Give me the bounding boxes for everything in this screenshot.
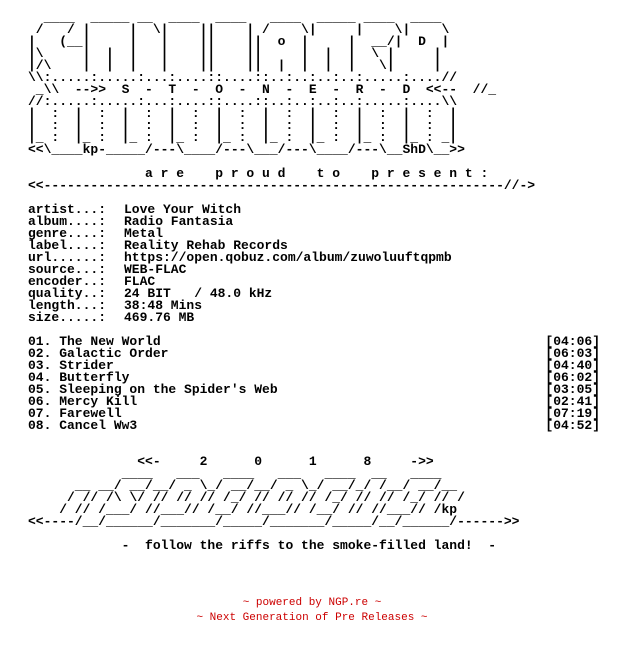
track-title: 03. Strider: [28, 358, 114, 373]
info-row-genre: genre....: Metal: [28, 226, 164, 241]
track-duration: [04:52]: [545, 418, 600, 433]
url-value: https://open.qobuz.com/album/zuwoluuftqpmb: [124, 250, 452, 265]
release-info: [28, 204, 600, 324]
tagline: - follow the riffs to the smoke-filled land! -: [28, 538, 497, 553]
info-row-quality: quality..: 24 BIT / 48.0 kHz: [28, 286, 273, 301]
year-line: <<- 2 0 1 8 ->>: [28, 454, 434, 469]
track-title: 08. Cancel Ww3: [28, 418, 138, 433]
info-row-source: source...: WEB-FLAC: [28, 262, 187, 277]
album-value: Radio Fantasia: [124, 214, 234, 229]
track-duration: [06:02]: [545, 370, 600, 385]
info-row-encoder: encoder..: FLAC: [28, 274, 156, 289]
track-duration: [02:41]: [545, 394, 600, 409]
track-duration: [06:03]: [545, 346, 600, 361]
info-row-url: url......: https://open.qobuz.com/album/zuwoluuftqpmb: [28, 250, 452, 265]
ngp-slogan-line: ~ Next Generation of Pre Releases ~: [196, 612, 428, 624]
present-line: a r e p r o u d t o p r e s e n t :: [28, 166, 489, 181]
track-title: 01. The New World: [28, 334, 161, 349]
info-row-label: label....: Reality Rehab Records: [28, 238, 288, 253]
tracklist: [28, 336, 600, 432]
track-duration: [07:19]: [545, 406, 600, 421]
track-title: 02. Galactic Order: [28, 346, 169, 361]
quality-value: 24 BIT / 48.0 kHz: [124, 286, 273, 301]
track-title: 05. Sleeping on the Spider's Web: [28, 382, 278, 397]
info-row-length: length...: 38:48 Mins: [28, 298, 203, 313]
present-rule: <<-----------------------------------------------------------//->: [28, 178, 536, 193]
powered-by-line: ~ powered by NGP.re ~: [242, 597, 382, 609]
source-value: WEB-FLAC: [124, 262, 187, 277]
genre-value: Metal: [124, 226, 164, 241]
info-row-album: album....: Radio Fantasia: [28, 214, 234, 229]
footer-ascii-logo: ____ ___ ____ ___ ____ __ ____ __ __/ __/__/ _ \_/ __/__/ _ \_/ __/_/ /__/ __/__ / // /\ \/ // // // /_/ // // // /_/ // // /_/ // / / // /___/ //___// /__/ //___// /__/ // //___// /kp <<----/__/______/_______/_____/_______/_____/__/______/------>>: [28, 466, 520, 529]
header-ascii-logo: ____ _____ __ ____ ____ ____ _____ ____ ____ / / | | \| || | / \| | \| \ | (__| | | || || o | | __/| D | |\ | | | | || || | | | \ | | |/\ | | | | || || | | | | \| | \\:.....:.....:...:....::....::..:..:..:..:.....:....// _\\ -->> S - T - O - N - E - R - D <<-- //_ //:.....:.....:...:....::....::..:..:..:..:.....:....\\ | : | : | : | : | : | : | : | : | : | | : | : | : | : | : | : | : | : | : | |_ : |_ : |_ : |_ : |_ : |_ : |_ : |_ : |_ : _| <<\____kp-_____/---\____/---\___/---\____/---\__ShD\__>>: [28, 10, 497, 157]
nfo-document: [28, 12, 600, 552]
track-duration: [03:05]: [545, 382, 600, 397]
track-title: 07. Farewell: [28, 406, 122, 421]
info-row-size: size.....: 469.76 MB: [28, 310, 195, 325]
artist-value: Love Your Witch: [124, 202, 242, 217]
label-value: Reality Rehab Records: [124, 238, 288, 253]
encoder-value: FLAC: [124, 274, 156, 289]
length-value: 38:48 Mins: [124, 298, 203, 313]
track-row: [28, 420, 600, 432]
track-duration: [04:40]: [545, 358, 600, 373]
track-duration: [04:06]: [545, 334, 600, 349]
size-value: 469.76 MB: [124, 310, 195, 325]
track-title: 06. Mercy Kill: [28, 394, 138, 409]
info-row-artist: artist...: Love Your Witch: [28, 202, 242, 217]
track-title: 04. Butterfly: [28, 370, 130, 385]
